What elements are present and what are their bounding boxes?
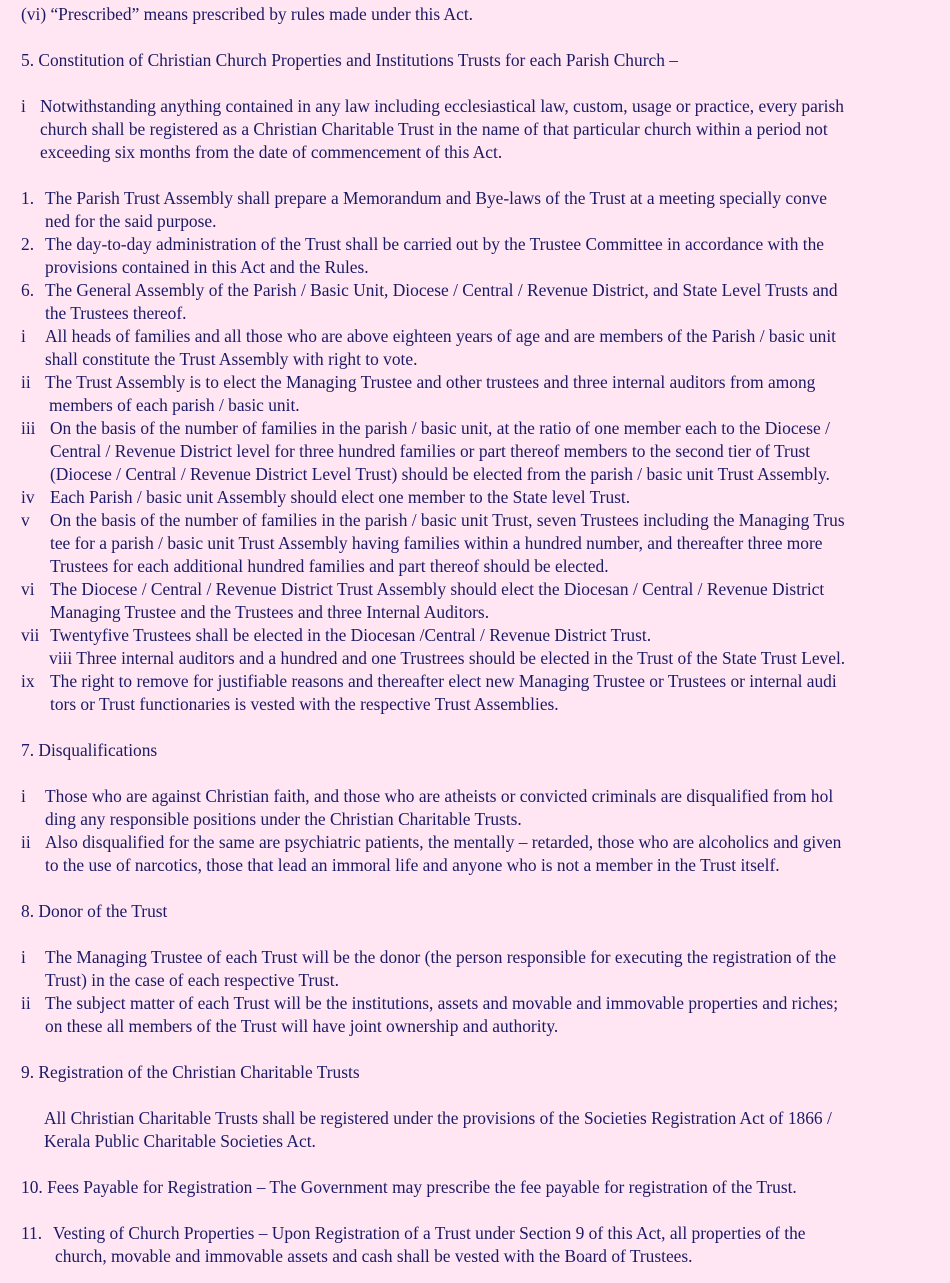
clause-text: On the basis of the number of families in the parish / basic unit Trust, seven Trustees including the Managing Trus [50, 510, 845, 530]
section-10: 10. Fees Payable for Registration – The Government may prescribe the fee payable for registration of the Trust. [21, 1177, 797, 1197]
clause-text: exceeding six months from the date of commencement of this Act. [40, 142, 503, 162]
clause-number: iv [21, 487, 35, 507]
section-text: church, movable and immovable assets and cash shall be vested with the Board of Trustees. [55, 1246, 693, 1266]
clause-text: Trust) in the case of each respective Trust. [45, 970, 339, 990]
item-text: provisions contained in this Act and the Rules. [45, 257, 369, 277]
clause-number: i [21, 96, 26, 116]
clause-text: The Trust Assembly is to elect the Managing Trustee and other trustees and three internal auditors from among [45, 372, 816, 392]
clause-text: The right to remove for justifiable reasons and thereafter elect new Managing Trustee or Trustees or internal audi [50, 671, 837, 691]
item-number: 2. [21, 234, 35, 254]
clause-number: ii [21, 372, 31, 392]
clause-text: The subject matter of each Trust will be the institutions, assets and movable and immovable properties and riches; [45, 993, 839, 1013]
clause-text: All heads of families and all those who are above eighteen years of age and are members of the Parish / basic unit [45, 326, 837, 346]
section-text: Vesting of Church Properties – Upon Registration of a Trust under Section 9 of this Act, all properties of the [53, 1223, 806, 1243]
clause-text: On the basis of the number of families in the parish / basic unit, at the ratio of one member each to the Diocese / [50, 418, 830, 438]
clause-number: vi [21, 579, 35, 599]
clause-text: Each Parish / basic unit Assembly should elect one member to the State level Trust. [50, 487, 631, 507]
item-text: ned for the said purpose. [45, 211, 217, 231]
clause-text: Trustees for each additional hundred families and part thereof should be elected. [50, 556, 609, 576]
clause-text: Central / Revenue District level for three hundred families or part thereof members to the second tier of Trust [50, 441, 811, 461]
section-text: the Trustees thereof. [45, 303, 187, 323]
clause-text: Also disqualified for the same are psychiatric patients, the mentally – retarded, those who are alcoholics and given [45, 832, 842, 852]
clause-text: Those who are against Christian faith, and those who are atheists or convicted criminals are disqualified from hol [45, 786, 834, 806]
paragraph-text: Kerala Public Charitable Societies Act. [44, 1131, 316, 1151]
clause-number: ix [21, 671, 35, 691]
clause-number: v [21, 510, 30, 530]
section-8-heading: 8. Donor of the Trust [21, 901, 168, 921]
clause-number: ii [21, 993, 31, 1013]
section-7-heading: 7. Disqualifications [21, 740, 158, 760]
clause-number: iii [21, 418, 36, 438]
clause-text: members of each parish / basic unit. [49, 395, 300, 415]
clause-text: Managing Trustee and the Trustees and three Internal Auditors. [50, 602, 490, 622]
item-number: 1. [21, 188, 35, 208]
item-text: The Parish Trust Assembly shall prepare a Memorandum and Bye-laws of the Trust at a meeting specially conve [45, 188, 827, 208]
clause-text: Twentyfive Trustees shall be elected in the Diocesan /Central / Revenue District Trust. [50, 625, 652, 645]
clause-text: tors or Trust functionaries is vested with the respective Trust Assemblies. [50, 694, 559, 714]
clause-text: church shall be registered as a Christian Charitable Trust in the name of that particular church within a period not [40, 119, 828, 139]
clause-text: to the use of narcotics, those that lead an immoral life and anyone who is not a member in the Trust itself. [45, 855, 780, 875]
clause-text: (Diocese / Central / Revenue District Level Trust) should be elected from the parish / basic unit Trust Assembly. [50, 464, 830, 484]
clause-text: ding any responsible positions under the Christian Charitable Trusts. [45, 809, 522, 829]
section-number: 6. [21, 280, 35, 300]
clause-number: i [21, 786, 26, 806]
item-text: The day-to-day administration of the Trust shall be carried out by the Trustee Committee in accordance with the [45, 234, 825, 254]
clause-text: The Managing Trustee of each Trust will be the donor (the person responsible for executing the registration of the [45, 947, 837, 967]
clause-number: vii [21, 625, 40, 645]
clause-text: Notwithstanding anything contained in any law including ecclesiastical law, custom, usage or practice, every parish [40, 96, 844, 116]
section-6-clause-viii: viii Three internal auditors and a hundred and one Trustrees should be elected in the Trust of the State Trust Level. [49, 648, 846, 668]
section-text: The General Assembly of the Parish / Basic Unit, Diocese / Central / Revenue District, and State Level Trusts and [45, 280, 838, 300]
section-number: 11. [21, 1223, 43, 1243]
clause-text: shall constitute the Trust Assembly with right to vote. [45, 349, 418, 369]
clause-number: i [21, 947, 26, 967]
section-5-heading: 5. Constitution of Christian Church Properties and Institutions Trusts for each Parish Church – [21, 50, 678, 70]
definition-vi: (vi) “Prescribed” means prescribed by rules made under this Act. [21, 4, 474, 24]
clause-text: The Diocese / Central / Revenue District Trust Assembly should elect the Diocesan / Central / Revenue District [50, 579, 825, 599]
clause-number: ii [21, 832, 31, 852]
clause-text: tee for a parish / basic unit Trust Assembly having families within a hundred number, and thereafter three more [50, 533, 823, 553]
section-9-heading: 9. Registration of the Christian Charitable Trusts [21, 1062, 360, 1082]
paragraph-text: All Christian Charitable Trusts shall be registered under the provisions of the Societies Registration Act of 1866 / [44, 1108, 832, 1128]
clause-text: on these all members of the Trust will have joint ownership and authority. [45, 1016, 559, 1036]
clause-number: i [21, 326, 26, 346]
